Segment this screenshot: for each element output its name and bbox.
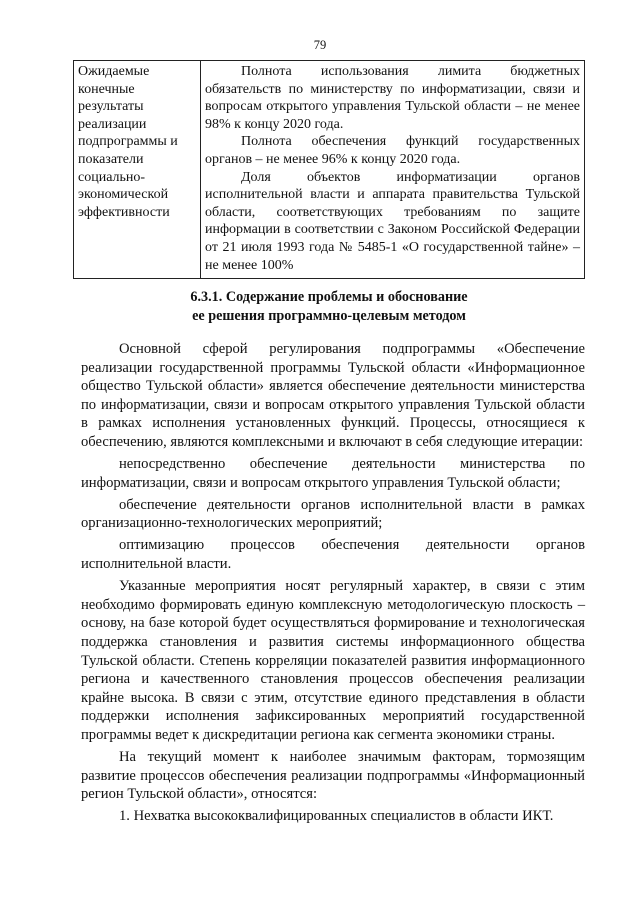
- table-paragraph: Полнота использования лимита бюджетных обязательств по министерству по информатизации, связи и вопросам открытого управления Тульской области – не менее 98% к концу 2020 года.: [205, 64, 580, 132]
- body-paragraph: Указанные мероприятия носят регулярный характер, в связи с этим необходимо формировать единую комплексную методологическую плоскость – основу, на базе которой будет осуществляться формирование и технологическая поддержка становления и развития системы информационного общества Тульской области. Степень корреляции показателей развития информационного региона и качественного становления процессов обеспечения реализации крайне высока. В связи с этим, отсутствие единого представления в области поддержки исполнения зафиксированных мероприятий государственной программы ведет к дискредитации региона как сегмента экономики страны.: [81, 578, 585, 743]
- section-heading-line: 6.3.1. Содержание проблемы и обоснование: [190, 289, 468, 305]
- results-table: [73, 60, 585, 279]
- section-heading: [73, 288, 585, 325]
- label-line: социально-: [78, 169, 146, 185]
- page-number: 79: [313, 38, 327, 52]
- body-paragraph: На текущий момент к наиболее значимым факторам, тормозящим развитие процессов обеспечения реализации подпрограммы «Информационный регион Тульской области», относятся:: [81, 748, 585, 803]
- label-line: экономической: [78, 187, 169, 203]
- label-line: реализации: [78, 116, 147, 132]
- body-paragraph: оптимизацию процессов обеспечения деятельности органов исполнительной власти.: [81, 537, 585, 573]
- table-paragraph: Полнота обеспечения функций государственных органов – не менее 96% к концу 2020 года.: [205, 134, 580, 167]
- label-line: результаты: [78, 99, 144, 115]
- label-line: показатели: [78, 151, 144, 167]
- label-line: Ожидаемые: [78, 64, 150, 79]
- body-paragraph: Основной сферой регулирования подпрограммы «Обеспечение реализации государственной программы Тульской области «Информационное общество Тульской области» является обеспечение деятельности министерства по информатизации, связи и вопросам открытого управления Тульской области в рамках исполнения установленных функций. Процессы, относящиеся к обеспечению, являются комплексными и включают в себя следующие итерации:: [81, 341, 585, 450]
- body-paragraph: обеспечение деятельности органов исполнительной власти в рамках организационно-технологических мероприятий;: [81, 496, 585, 532]
- table-content-cell: [201, 61, 585, 279]
- table-label-cell: [74, 61, 201, 279]
- body-text: [81, 340, 585, 829]
- body-paragraph: непосредственно обеспечение деятельности министерства по информатизации, связи и вопросам открытого управления Тульской области;: [81, 456, 585, 491]
- body-paragraph: 1. Нехватка высококвалифицированных специалистов в области ИКТ.: [119, 808, 554, 825]
- table-paragraph: Доля объектов информатизации органов исполнительной власти и аппарата правительства Тульской области, соответствующих требованиям по защите информации в соответствии с Законом Российской Федерации от 21 июля 1993 года № 5485-1 «О государственной тайне» – не менее 100%: [205, 169, 580, 273]
- label-line: подпрограммы и: [78, 134, 178, 150]
- table-row: [74, 61, 585, 279]
- label-line: эффективности: [78, 204, 170, 220]
- section-heading-line: ее решения программно-целевым методом: [192, 307, 466, 324]
- label-line: конечные: [78, 81, 135, 97]
